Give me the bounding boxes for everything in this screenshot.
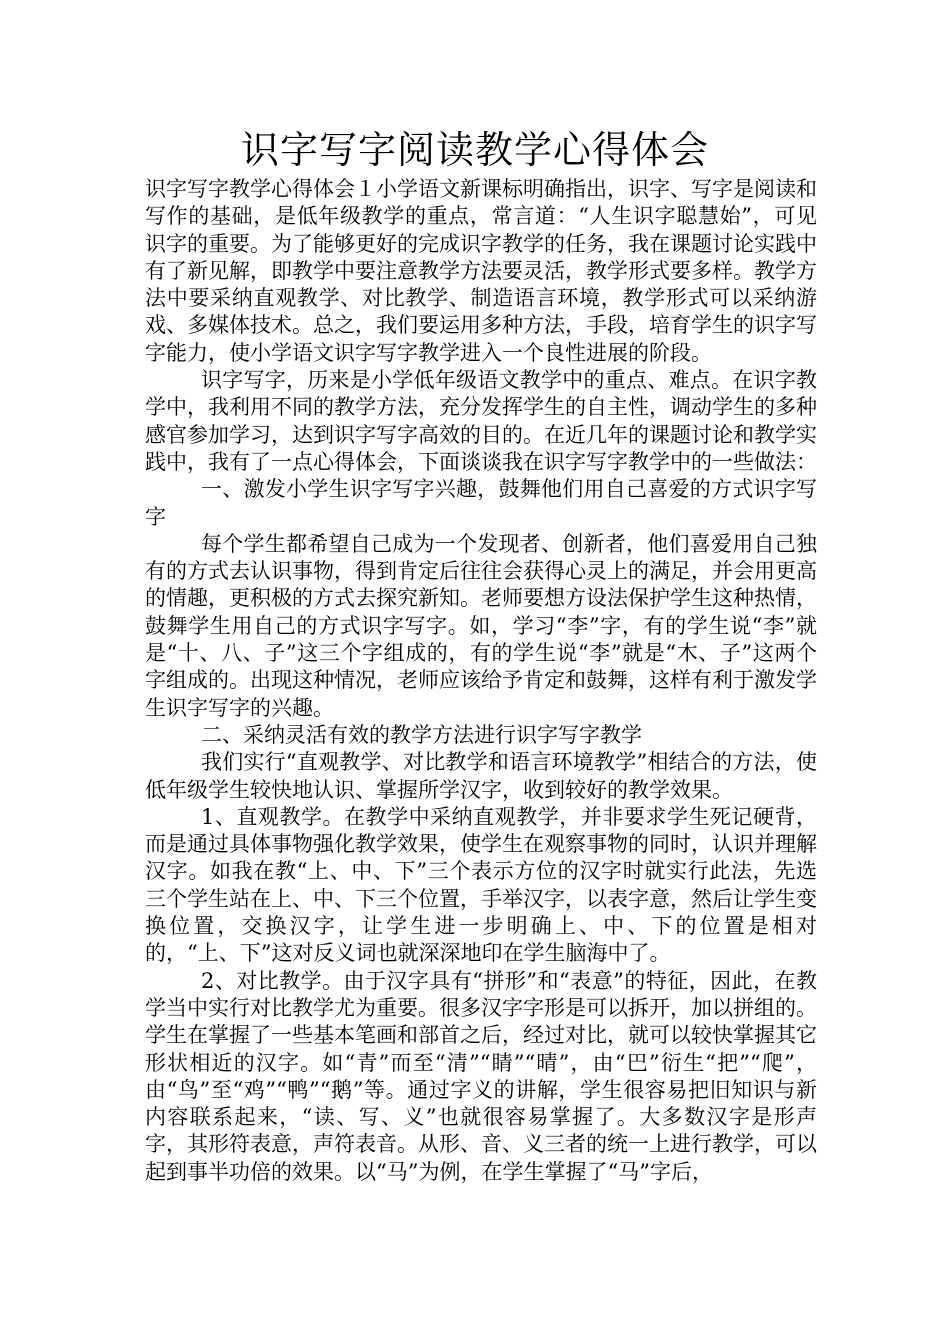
paragraph-methods: 我们实行“直观教学、对比教学和语言环境教学”相结合的方法，使低年级学生较快地认识、掌握所学汉字，收到较好的教学效果。 — [145, 750, 817, 802]
section-heading-1: 一、激发小学生识字写字兴趣，鼓舞他们用自己喜爱的方式识字写字 — [145, 477, 817, 529]
paragraph-overview: 识字写字，历来是小学低年级语文教学中的重点、难点。在识字教学中，我利用不同的教学方法，充分发挥学生的自主性，调动学生的多种感官参加学习，达到识字写字高效的目的。在近几年的课题讨论和教学实践中，我有了一点心得体会，下面谈谈我在识字写字教学中的一些做法： — [145, 368, 817, 474]
section-heading-2: 二、采纳灵活有效的教学方法进行识字写字教学 — [201, 722, 642, 747]
paragraph-direct-teaching: 1、直观教学。在教学中采纳直观教学，并非要求学生死记硬背，而是通过具体事物强化教学效果，使学生在观察事物的同时，认识并理解汉字。如我在教“上、中、下”三个表示方位的汉字时就实行此法，先选三个学生站在上、中、下三个位置，手举汉字，以表字意，然后让学生变换位置，交换汉字，让学生进一步明确上、中、下的位置是相对的，“上、下”这对反义词也就深深地印在学生脑海中了。 — [145, 804, 817, 966]
document-title: 识字写字阅读教学心得体会 — [240, 128, 709, 172]
paragraph-contrast-teaching: 2、对比教学。由于汉字具有“拼形”和“表意”的特征，因此，在教学当中实行对比教学尤为重要。很多汉字字形是可以拆开，加以拼组的。学生在掌握了一些基本笔画和部首之后，经过对比，就可以较快掌握其它形状相近的汉字。如“青”而至“清”“睛”“晴”，由“巴”衍生“把”“爬”，由“鸟”至“鸡”“鸭”“鹅”等。通过字义的讲解，学生很容易把旧知识与新内容联系起来，“读、写、义”也就很容易掌握了。大多数汉字是形声字，其形符表意，声符表音。从形、音、义三者的统一上进行教学，可以起到事半功倍的效果。以“马”为例，在学生掌握了“马”字后， — [145, 968, 817, 1184]
paragraph-intro: 识字写字教学心得体会１小学语文新课标明确指出，识字、写字是阅读和写作的基础，是低年级教学的重点，常言道：“人生识字聪慧始”，可见识字的重要。为了能够更好的完成识字教学的任务，我在课题讨论实践中有了新见解，即教学中要注意教学方法要灵活，教学形式要多样。教学方法中要采纳直观教学、对比教学、制造语言环境，教学形式可以采纳游戏、多媒体技术。总之，我们要运用多种方法，手段，培育学生的识字写字能力，使小学语文识字写字教学进入一个良性进展的阶段。 — [145, 177, 817, 365]
document-body — [145, 176, 817, 1186]
paragraph-interest: 每个学生都希望自己成为一个发现者、创新者，他们喜爱用自己独有的方式去认识事物，得到肯定后往往会获得心灵上的满足，并会用更高的情趣，更积极的方式去探究新知。老师要想方设法保护学生这种热情，鼓舞学生用自己的方式识字写字。如，学习“李”字，有的学生说“李”就是“十、八、子”这三个字组成的，有的学生说“李”就是“木、子”这两个字组成的。出现这种情况，老师应该给予肯定和鼓舞，这样有利于激发学生识字写字的兴趣。 — [145, 531, 817, 720]
